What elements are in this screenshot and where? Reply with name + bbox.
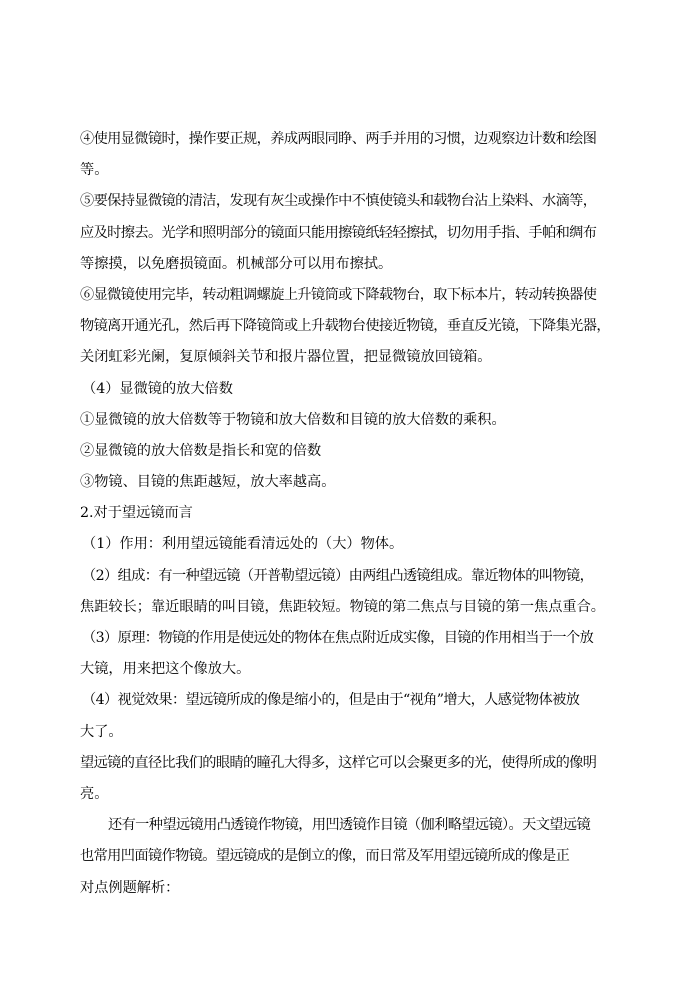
section-heading: （4）显微镜的放大倍数: [82, 380, 233, 397]
paragraph-line: 亮。: [80, 785, 109, 802]
paragraph-line: 物镜离开通光孔，然后再下降镜筒或上升载物台使接近物镜，垂直反光镜，下降集光器，: [80, 318, 610, 335]
paragraph-line: 关闭虹彩光阑，复原倾斜关节和报片器位置，把显微镜放回镜箱。: [80, 349, 492, 366]
paragraph-line: 焦距较长；靠近眼睛的叫目镜，焦距较短。物镜的第二焦点与目镜的第一焦点重合。: [80, 598, 605, 615]
paragraph-line: ⑤要保持显微镜的清洁，发现有灰尘或操作中不慎使镜头和载物台沾上染料、水滴等，: [80, 193, 597, 210]
paragraph-line: ⑥显微镜使用完毕，转动粗调螺旋上升镜筒或下降载物台，取下标本片，转动转换器使: [80, 286, 597, 303]
paragraph-line: ④使用显微镜时，操作要正规，养成两眼同睁、两手并用的习惯，边观察边计数和绘图: [80, 131, 597, 147]
section-heading: 对点例题解析：: [80, 879, 180, 896]
list-item: ①显微镜的放大倍数等于物镜和放大倍数和目镜的放大倍数的乘积。: [80, 411, 506, 428]
section-heading: 2.对于望远镜而言: [80, 505, 193, 522]
paragraph-line: 望远镜的直径比我们的眼睛的瞳孔大得多，这样它可以会聚更多的光，使得所成的像明: [80, 754, 597, 771]
list-item: （3）原理：物镜的作用是使远处的物体在焦点附近成实像，目镜的作用相当于一个放: [82, 630, 594, 646]
paragraph-line: 等。: [80, 162, 109, 179]
document-body: [80, 124, 616, 904]
paragraph-line: 大镜，用来把这个像放大。: [80, 661, 251, 678]
list-item: （2）组成：有一种望远镜（开普勒望远镜）由两组凸透镜组成。靠近物体的叫物镜，: [82, 567, 594, 584]
list-item: （4）视觉效果：望远镜所成的像是缩小的，但是由于“视角”增大，人感觉物体被放: [82, 692, 580, 709]
list-item: ②显微镜的放大倍数是指长和宽的倍数: [80, 442, 322, 459]
list-item: ③物镜、目镜的焦距越短，放大率越高。: [80, 474, 336, 491]
paragraph-line: 也常用凹面镜作物镜。望远镜成的是倒立的像，而日常及军用望远镜所成的像是正: [80, 848, 570, 865]
paragraph-line: 应及时擦去。光学和照明部分的镜面只能用擦镜纸轻轻擦拭，切勿用手指、手帕和绸布: [80, 224, 597, 241]
list-item: （1）作用：利用望远镜能看清远处的（大）物体。: [82, 536, 404, 553]
paragraph-line: 还有一种望远镜用凸透镜作物镜，用凹透镜作目镜（伽利略望远镜）。天文望远镜: [108, 817, 591, 834]
paragraph-line: 等擦摸，以免磨损镜面。机械部分可以用布擦拭。: [80, 255, 393, 272]
paragraph-line: 大了。: [80, 723, 123, 740]
